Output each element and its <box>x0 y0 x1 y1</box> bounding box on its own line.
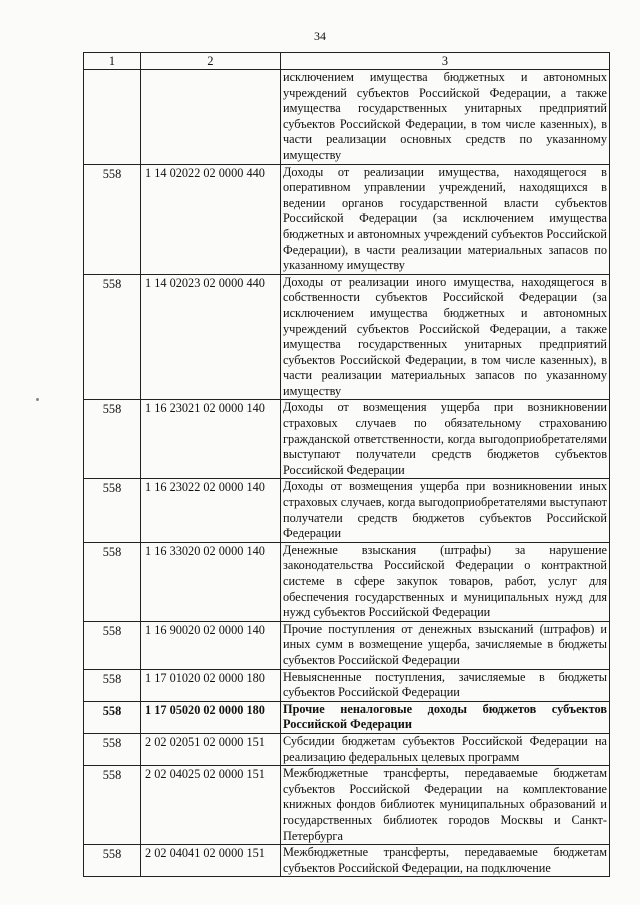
revenue-code-cell: 1 16 23021 02 0000 140 <box>141 400 281 479</box>
revenue-classification-table <box>83 52 610 877</box>
revenue-code-cell: 1 17 05020 02 0000 180 <box>141 701 281 733</box>
header-col-3: 3 <box>281 53 610 70</box>
revenue-name-cell: Межбюджетные трансферты, передаваемые бюджетам субъектов Российской Федерации на комплектование книжных фондов библиотек муниципальных образований и государственных библиотек городов Москвы и Санкт-Петербурга <box>281 766 610 845</box>
table-row <box>84 701 610 733</box>
revenue-code-cell: 2 02 04025 02 0000 151 <box>141 766 281 845</box>
revenue-code-cell: 2 02 02051 02 0000 151 <box>141 733 281 765</box>
table-row <box>84 669 610 701</box>
revenue-name-cell: исключением имущества бюджетных и автономных учреждений субъектов Российской Федерации, а также имущества государственных унитарных предприятий субъектов Российской Федерации, в том числе казенных), в части реализации основных средств по указанному имуществу <box>281 70 610 165</box>
scan-speck <box>36 398 39 401</box>
admin-code-cell <box>84 70 141 165</box>
admin-code-cell: 558 <box>84 621 141 669</box>
table-row <box>84 733 610 765</box>
table-row <box>84 766 610 845</box>
revenue-code-cell: 1 16 23022 02 0000 140 <box>141 479 281 542</box>
page-number: 34 <box>314 29 326 43</box>
admin-code-cell: 558 <box>84 845 141 877</box>
revenue-code-cell: 1 14 02022 02 0000 440 <box>141 164 281 274</box>
revenue-code-cell <box>141 70 281 165</box>
admin-code-cell: 558 <box>84 542 141 621</box>
revenue-name-cell: Доходы от реализации имущества, находящегося в оперативном управлении учреждений, находящихся в ведении органов государственной власти субъектов Российской Федерации (за исключением имущества бюджетных и автономных учреждений субъектов Российской Федерации), в части реализации материальных запасов по указанному имуществу <box>281 164 610 274</box>
admin-code-cell: 558 <box>84 400 141 479</box>
table-row <box>84 845 610 877</box>
revenue-code-cell: 1 14 02023 02 0000 440 <box>141 274 281 400</box>
revenue-code-cell: 1 16 90020 02 0000 140 <box>141 621 281 669</box>
table-row <box>84 479 610 542</box>
revenue-name-cell: Субсидии бюджетам субъектов Российской Федерации на реализацию федеральных целевых программ <box>281 733 610 765</box>
admin-code-cell: 558 <box>84 766 141 845</box>
header-col-2: 2 <box>141 53 281 70</box>
admin-code-cell: 558 <box>84 669 141 701</box>
admin-code-cell: 558 <box>84 479 141 542</box>
table-row <box>84 542 610 621</box>
table-row <box>84 70 610 165</box>
revenue-name-cell: Прочие поступления от денежных взысканий (штрафов) и иных сумм в возмещение ущерба, зачисляемые в бюджеты субъектов Российской Федерации <box>281 621 610 669</box>
revenue-code-cell: 2 02 04041 02 0000 151 <box>141 845 281 877</box>
revenue-code-cell: 1 17 01020 02 0000 180 <box>141 669 281 701</box>
table-row <box>84 274 610 400</box>
revenue-name-cell: Невыясненные поступления, зачисляемые в бюджеты субъектов Российской Федерации <box>281 669 610 701</box>
admin-code-cell: 558 <box>84 274 141 400</box>
admin-code-cell: 558 <box>84 701 141 733</box>
revenue-name-cell: Доходы от возмещения ущерба при возникновении страховых случаев по обязательному страхованию гражданской ответственности, когда выгодоприобретателями выступают получатели средств бюджетов субъектов Российской Федерации <box>281 400 610 479</box>
table-row <box>84 164 610 274</box>
table-header-row <box>84 53 610 70</box>
admin-code-cell: 558 <box>84 733 141 765</box>
revenue-name-cell: Межбюджетные трансферты, передаваемые бюджетам субъектов Российской Федерации, на подключение <box>281 845 610 877</box>
revenue-name-cell: Доходы от реализации иного имущества, находящегося в собственности субъектов Российской Федерации (за исключением имущества бюджетных и автономных учреждений субъектов Российской Федерации, а также имущества государственных унитарных предприятий субъектов Российской Федерации, в том числе казенных), в части реализации материальных запасов по указанному имуществу <box>281 274 610 400</box>
table-row <box>84 621 610 669</box>
header-col-1: 1 <box>84 53 141 70</box>
admin-code-cell: 558 <box>84 164 141 274</box>
table-row <box>84 400 610 479</box>
revenue-code-cell: 1 16 33020 02 0000 140 <box>141 542 281 621</box>
revenue-name-cell: Доходы от возмещения ущерба при возникновении иных страховых случаев, когда выгодоприобретателями выступают получатели средств бюджетов субъектов Российской Федерации <box>281 479 610 542</box>
revenue-name-cell: Денежные взыскания (штрафы) за нарушение законодательства Российской Федерации о контрактной системе в сфере закупок товаров, работ, услуг для обеспечения государственных и муниципальных нужд для нужд субъектов Российской Федерации <box>281 542 610 621</box>
revenue-name-cell: Прочие неналоговые доходы бюджетов субъектов Российской Федерации <box>281 701 610 733</box>
